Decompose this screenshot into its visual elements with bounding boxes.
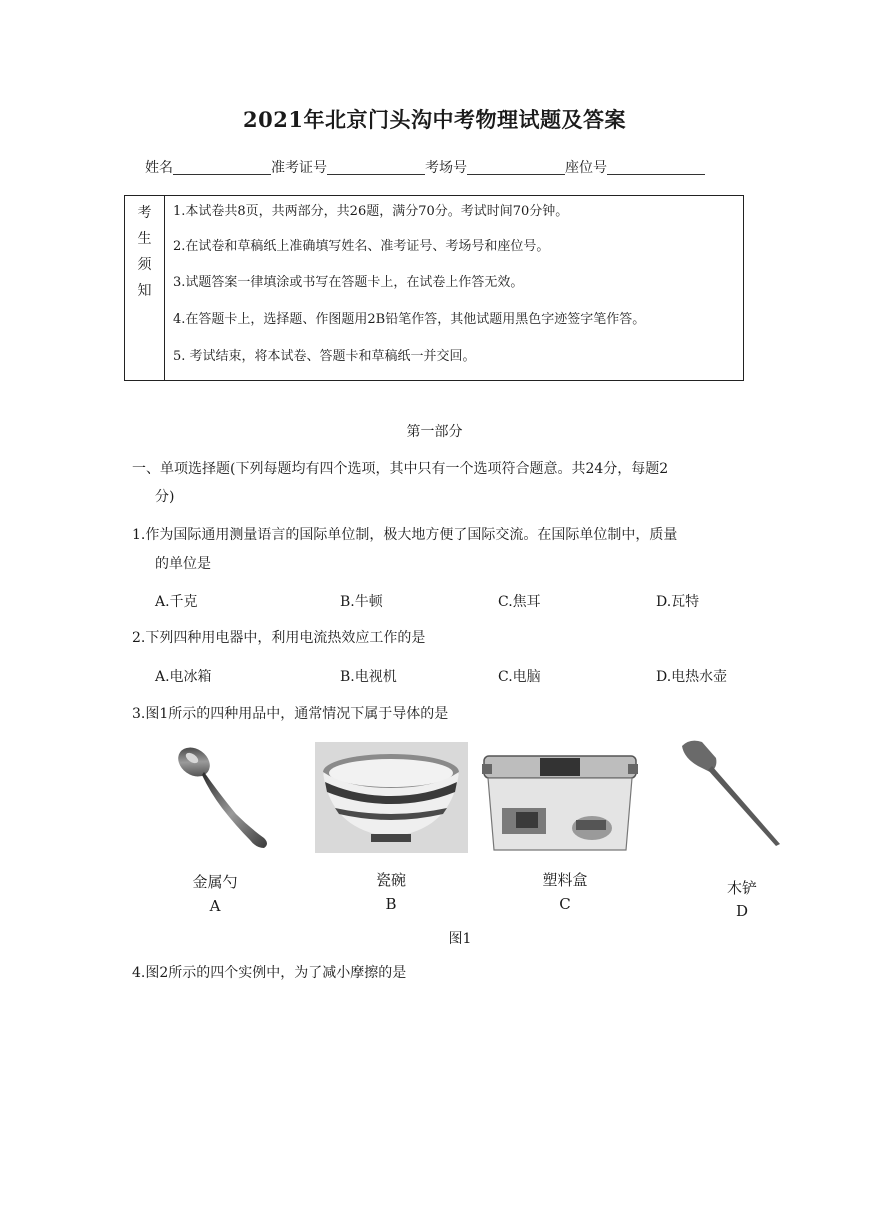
metal-spoon-image — [170, 742, 274, 854]
plastic-box-image — [480, 752, 640, 856]
notice-side-label — [125, 196, 165, 380]
letter-b: B — [385, 895, 397, 913]
seat-blank — [607, 160, 705, 175]
notice-side-char: 生 — [137, 231, 152, 247]
notice-side-char: 须 — [137, 257, 152, 273]
q1-option-c: C.焦耳 — [498, 594, 541, 610]
room-label: 考场号 — [425, 160, 467, 176]
letter-d: D — [735, 902, 749, 920]
notice-box — [124, 195, 744, 381]
section-heading: 第一部分 — [406, 424, 463, 440]
notice-item: 5. 考试结束，将本试卷、答题卡和草稿纸一并交回。 — [173, 349, 476, 364]
porcelain-bowl-image — [315, 742, 468, 853]
notice-item: 1.本试卷共8页，共两部分，共26题，满分70分。考试时间70分钟。 — [173, 204, 569, 219]
part-instruction-line2: 分) — [155, 489, 175, 505]
notice-side-char: 考 — [137, 205, 152, 221]
part-instruction-line1: 一、单项选择题(下列每题均有四个选项，其中只有一个选项符合题意。共24分，每题2 — [132, 461, 669, 477]
letter-a: A — [209, 897, 221, 915]
notice-item: 4.在答题卡上，选择题、作图题用2B铅笔作答，其他试题用黑色字迹签字笔作答。 — [173, 312, 646, 327]
q2-option-d: D.电热水壶 — [656, 669, 728, 685]
name-label: 姓名 — [145, 160, 173, 176]
q1-option-d: D.瓦特 — [656, 594, 700, 610]
question-3: 3.图1所示的四种用品中，通常情况下属于导体的是 — [132, 706, 449, 722]
caption-c: 塑料盒 — [542, 871, 588, 889]
seat-label: 座位号 — [565, 160, 607, 176]
page-title: 2021年北京门头沟中考物理试题及答案 — [243, 107, 626, 132]
letter-c: C — [559, 895, 571, 913]
room-blank — [467, 160, 565, 175]
q1-option-b: B.牛顿 — [340, 594, 383, 610]
question-4: 4.图2所示的四个实例中，为了减小摩擦的是 — [132, 965, 407, 981]
q2-option-a: A.电冰箱 — [155, 669, 212, 685]
exam-no-label: 准考证号 — [271, 160, 327, 176]
caption-b: 瓷碗 — [375, 871, 406, 889]
question-1-line1: 1.作为国际通用测量语言的国际单位制，极大地方便了国际交流。在国际单位制中，质量 — [132, 527, 678, 543]
q1-option-a: A.千克 — [155, 594, 198, 610]
notice-side-char: 知 — [137, 283, 152, 299]
candidate-info-line — [145, 157, 705, 177]
notice-item: 2.在试卷和草稿纸上准确填写姓名、准考证号、考场号和座位号。 — [173, 239, 550, 254]
caption-d: 木铲 — [726, 879, 757, 897]
q2-option-b: B.电视机 — [340, 669, 397, 685]
figure-1-label: 图1 — [448, 931, 472, 947]
name-blank — [173, 160, 271, 175]
notice-item: 3.试题答案一律填涂或书写在答题卡上，在试卷上作答无效。 — [173, 275, 524, 290]
question-1-line2: 的单位是 — [155, 556, 211, 572]
wooden-spatula-image — [676, 736, 786, 848]
caption-a: 金属勺 — [192, 873, 238, 891]
question-2: 2.下列四种用电器中，利用电流热效应工作的是 — [132, 630, 426, 646]
q2-option-c: C.电脑 — [498, 669, 541, 685]
exam-no-blank — [327, 160, 425, 175]
